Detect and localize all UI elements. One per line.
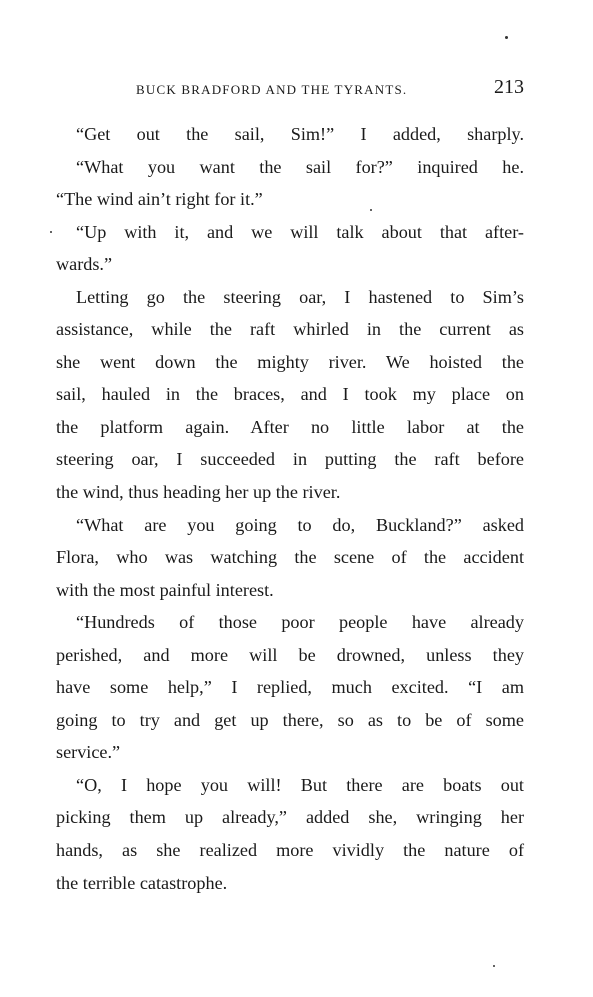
text-line: wards.” bbox=[56, 254, 113, 275]
text-line: the terrible catastrophe. bbox=[56, 872, 228, 893]
text-line: picking them up already,” added she, wringing her bbox=[56, 807, 524, 828]
scan-speck bbox=[50, 231, 52, 233]
body-text bbox=[56, 118, 524, 899]
scan-speck bbox=[370, 209, 372, 211]
text-line: Flora, who was watching the scene of the accident bbox=[56, 547, 524, 568]
text-line: sail, hauled in the braces, and I took my place on bbox=[56, 384, 524, 405]
text-line: she went down the mighty river. We hoisted the bbox=[56, 351, 524, 372]
text-line: “O, I hope you will! But there are boats out bbox=[76, 774, 524, 795]
text-line: “Up with it, and we will talk about that after- bbox=[76, 221, 524, 242]
text-line: assistance, while the raft whirled in the current as bbox=[56, 319, 524, 340]
running-head bbox=[56, 76, 524, 100]
text-line: going to try and get up there, so as to be of some bbox=[56, 709, 524, 730]
text-line: have some help,” I replied, much excited. “I am bbox=[56, 677, 524, 698]
scan-speck bbox=[505, 36, 508, 39]
text-line: “Get out the sail, Sim!” I added, sharply. bbox=[76, 124, 524, 144]
text-line: hands, as she realized more vividly the nature of bbox=[56, 840, 524, 861]
page-number: 213 bbox=[494, 76, 524, 98]
scan-speck bbox=[493, 965, 495, 967]
text-line: “What you want the sail for?” inquired he. bbox=[76, 156, 524, 177]
text-line: “What are you going to do, Buckland?” asked bbox=[76, 514, 524, 535]
text-line: the platform again. After no little labor at the bbox=[56, 416, 524, 437]
text-line: the wind, thus heading her up the river. bbox=[56, 482, 341, 503]
text-line: perished, and more will be drowned, unless they bbox=[56, 644, 524, 665]
text-line: steering oar, I succeeded in putting the raft before bbox=[56, 449, 524, 470]
running-title: BUCK BRADFORD AND THE TYRANTS. bbox=[136, 82, 408, 97]
text-line: “Hundreds of those poor people have already bbox=[76, 612, 524, 633]
text-line: service.” bbox=[56, 742, 121, 763]
text-line: with the most painful interest. bbox=[56, 579, 274, 600]
text-line: “The wind ain’t right for it.” bbox=[56, 189, 263, 210]
text-line: Letting go the steering oar, I hastened to Sim’s bbox=[76, 286, 524, 307]
